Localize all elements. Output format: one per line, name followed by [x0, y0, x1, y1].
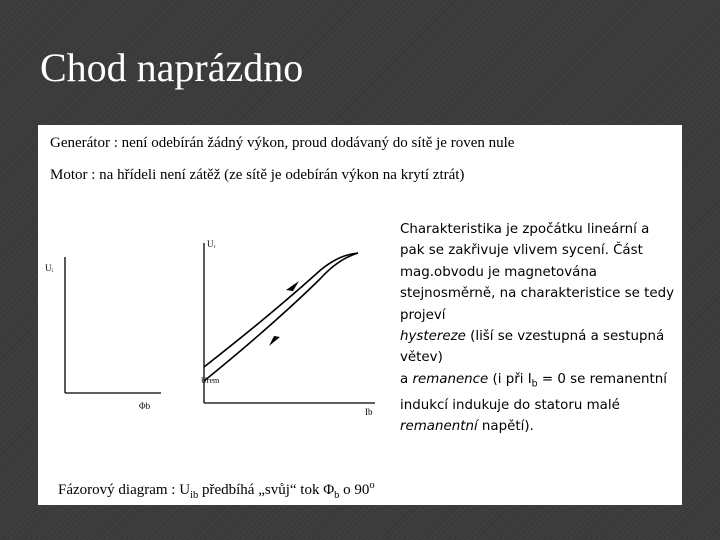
- phasor-text: [58, 480, 375, 501]
- desc-p1: Charakteristika je zpočátku lineární a pak se zakřivuje vlivem sycení. Část mag.obvodu je magnetována stejnosměrně, na charakteristice se tedy projeví: [400, 222, 675, 323]
- fazor-mid: předbíhá „svůj“ tok Φ: [198, 482, 335, 498]
- ascending-branch: [204, 253, 358, 381]
- desc-p4: napětí).: [477, 419, 534, 435]
- fazor-pre: Fázorový diagram : U: [58, 482, 191, 498]
- fazor-post: o 90: [339, 482, 370, 498]
- generator-text: Generátor : není odebírán žádný výkon, proud dodávaný do sítě je roven nule: [50, 135, 515, 151]
- desc-p3-post: = 0 se remanentní indukcí indukuje do statoru malé: [400, 371, 667, 413]
- desc-p3-pre: (i při I: [488, 371, 532, 387]
- right-y-label: Uᵣ: [207, 239, 216, 249]
- slide-title: Chod naprázdno: [40, 45, 304, 90]
- desc-hystereze: hystereze: [400, 329, 466, 345]
- left-x-label: Φb: [139, 401, 151, 411]
- characteristic-diagram: [43, 235, 383, 415]
- desc-p2: (liší se vzestupná a sestupná větev): [400, 329, 665, 366]
- content-panel: [38, 125, 682, 505]
- characteristic-description: [400, 219, 676, 438]
- desc-a: a: [400, 371, 413, 387]
- left-y-label: Uᵢ: [45, 263, 53, 273]
- arrow-down: [269, 336, 280, 346]
- desc-remanentni: remanentní: [400, 419, 478, 435]
- fazor-sub1: ib: [190, 490, 199, 501]
- motor-text: Motor : na hřídeli není zátěž (ze sítě je odebírán výkon na krytí ztrát): [50, 167, 465, 183]
- arrow-up: [286, 281, 299, 291]
- fazor-sub2: b: [334, 490, 340, 501]
- desc-p3-sub: b: [531, 378, 538, 390]
- descending-branch: [204, 253, 358, 367]
- fazor-sup: o: [369, 480, 375, 491]
- remanence-label: Urem: [201, 376, 220, 385]
- right-x-label: Ib: [365, 407, 373, 415]
- desc-remanence: remanence: [412, 371, 489, 387]
